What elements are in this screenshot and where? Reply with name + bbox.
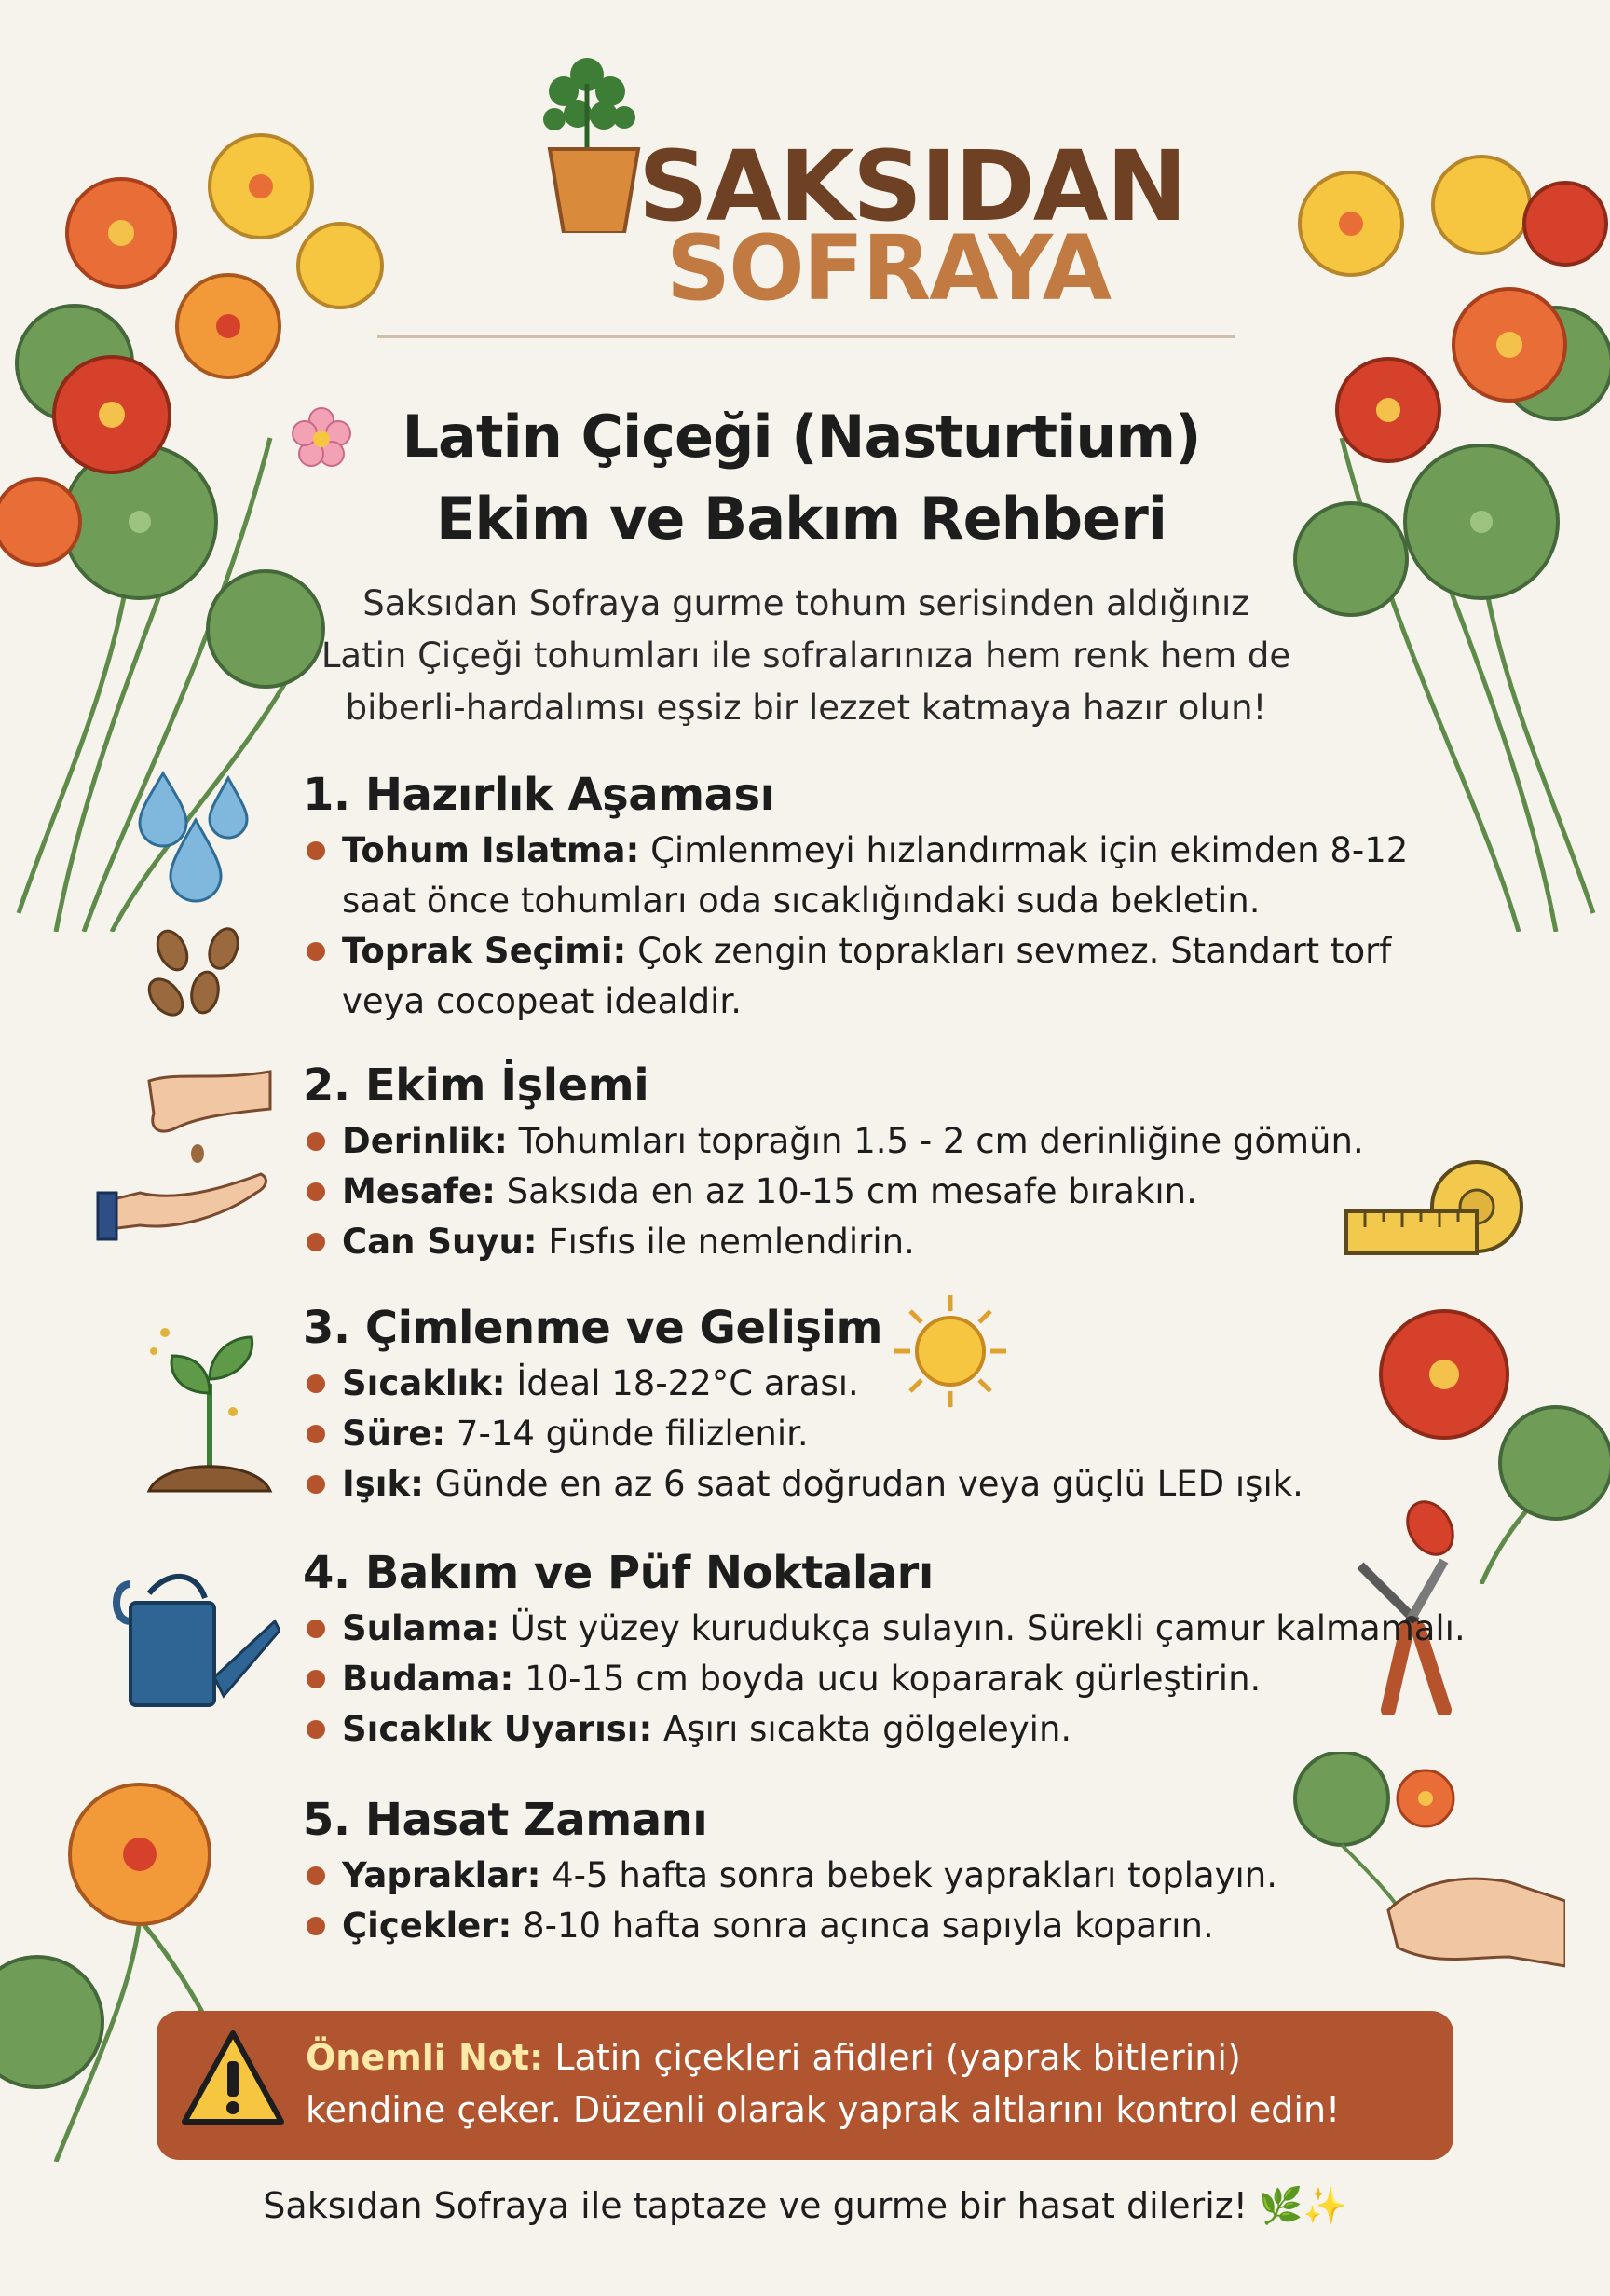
- item-label: Toprak Seçimi:: [342, 931, 627, 971]
- item-text: Saksıda en az 10-15 cm mesafe bırakın.: [495, 1171, 1197, 1211]
- hand-seed-icon: [93, 1062, 280, 1249]
- list-item: [303, 1704, 1466, 1755]
- bullet-icon: [307, 1425, 325, 1443]
- intro-line1: Saksıdan Sofraya gurme tohum serisinden aldığınız: [362, 583, 1249, 623]
- item-text: 8-10 hafta sonra açınca sapıyla koparın.: [512, 1906, 1214, 1946]
- section-title: 3. Çimlenme ve Gelişim: [303, 1302, 882, 1354]
- item-text: Aşırı sıcakta gölgeleyin.: [652, 1709, 1072, 1749]
- list-item: [303, 926, 1408, 1027]
- water-drops-icon: [135, 769, 256, 909]
- item-label: Işık:: [342, 1464, 424, 1504]
- pot-plant-icon: [531, 47, 652, 233]
- item-label: Süre:: [342, 1414, 446, 1454]
- item-label: Sulama:: [342, 1608, 499, 1648]
- bullet-icon: [307, 1670, 325, 1688]
- important-note-box: [157, 2011, 1453, 2160]
- footer-text: Saksıdan Sofraya ile taptaze ve gurme bir hasat dileriz! 🌿✨: [263, 2185, 1347, 2226]
- item-text: Çimlenmeyi hızlandırmak için ekimden 8-12: [639, 830, 1409, 870]
- item-label: Çiçekler:: [342, 1906, 512, 1946]
- bullet-icon: [307, 1233, 325, 1251]
- list-item: [303, 1217, 1364, 1267]
- bullet-icon: [307, 942, 325, 961]
- title-line2: Ekim ve Bakım Rehberi: [435, 485, 1167, 553]
- item-text: Tohumları toprağın 1.5 - 2 cm derinliğine gömün.: [507, 1121, 1364, 1161]
- list-item: [303, 1851, 1277, 1901]
- list-item: [303, 1167, 1364, 1217]
- section-title: 4. Bakım ve Püf Noktaları: [303, 1547, 934, 1599]
- note-text: [306, 2031, 1442, 2136]
- item-text: Çok zengin toprakları sevmez. Standart torf: [626, 931, 1392, 971]
- brand-line1: SAKSIDAN: [638, 130, 1186, 243]
- note-label: Önemli Not:: [306, 2037, 544, 2078]
- brand-line2: SOFRAYA: [666, 216, 1110, 321]
- section-title: 2. Ekim İşlemi: [303, 1059, 649, 1112]
- hand-harvest-icon: [1286, 1752, 1565, 1975]
- item-text: İdeal 18-22°C arası.: [505, 1363, 859, 1403]
- section-harvest: [303, 1789, 1277, 1951]
- bullet-icon: [307, 841, 325, 860]
- intro-text: [252, 578, 1360, 734]
- item-label: Can Suyu:: [342, 1222, 538, 1262]
- item-text: Günde en az 6 saat doğrudan veya güçlü LED ışık.: [423, 1464, 1303, 1504]
- intro-line3: biberli-hardalımsı eşsiz bir lezzet katmaya hazır olun!: [345, 688, 1267, 728]
- section-title: 1. Hazırlık Aşaması: [303, 769, 775, 821]
- item-label: Tohum Islatma:: [342, 830, 640, 870]
- page-title: [289, 396, 1314, 564]
- item-label: Yapraklar:: [342, 1855, 541, 1895]
- list-item: [303, 1604, 1466, 1654]
- bullet-icon: [307, 1132, 325, 1151]
- item-text: 10-15 cm boyda ucu kopararak gürleştirin.: [513, 1659, 1262, 1699]
- list-item: [303, 1409, 1303, 1459]
- bullet-icon: [307, 1720, 325, 1739]
- item-label: Budama:: [342, 1659, 514, 1699]
- item-text: Üst yüzey kurudukça sulayın. Sürekli çamur kalmamalı.: [498, 1608, 1466, 1648]
- list-item: [303, 1901, 1277, 1951]
- item-label: Derinlik:: [342, 1121, 508, 1161]
- intro-line2: Latin Çiçeği tohumları ile sofralarınıza hem renk hem de: [321, 636, 1291, 676]
- item-label: Sıcaklık:: [342, 1363, 506, 1403]
- item-label: Mesafe:: [342, 1171, 496, 1211]
- item-text-cont: veya cocopeat idealdir.: [342, 981, 742, 1021]
- warning-icon: [177, 2024, 289, 2136]
- section-care: [303, 1542, 1466, 1755]
- bullet-icon: [307, 1182, 325, 1201]
- section-germination: [303, 1297, 1303, 1510]
- list-item: [303, 1459, 1303, 1510]
- item-text: Fısfıs ile nemlendirin.: [537, 1222, 915, 1262]
- title-line1: Latin Çiçeği (Nasturtium): [402, 403, 1201, 471]
- measuring-tape-icon: [1342, 1160, 1537, 1272]
- list-item: [303, 1116, 1364, 1167]
- bullet-icon: [307, 1620, 325, 1638]
- bullet-icon: [307, 1374, 325, 1393]
- section-planting: [303, 1055, 1364, 1267]
- bullet-icon: [307, 1475, 325, 1494]
- item-label: Sıcaklık Uyarısı:: [342, 1709, 653, 1749]
- bullet-icon: [307, 1917, 325, 1935]
- list-item: [303, 826, 1408, 926]
- list-item: [303, 1654, 1466, 1704]
- section-title: 5. Hasat Zamanı: [303, 1794, 708, 1846]
- note-body-cont: kendine çeker. Düzenli olarak yaprak altlarını kontrol edin!: [306, 2089, 1341, 2130]
- flower-icon: [289, 405, 354, 471]
- header-divider: [377, 335, 1235, 338]
- item-text-cont: saat önce tohumları oda sıcaklığındaki suda bekletin.: [342, 881, 1261, 921]
- sprout-icon: [144, 1309, 275, 1496]
- bullet-icon: [307, 1866, 325, 1885]
- list-item: [303, 1359, 1303, 1409]
- item-text: 7-14 günde filizlenir.: [445, 1414, 809, 1454]
- note-body: Latin çiçekleri afidleri (yaprak bitlerini): [543, 2037, 1241, 2078]
- brand-logo: [531, 47, 1186, 321]
- item-text: 4-5 hafta sonra bebek yaprakları toplayın.: [540, 1855, 1278, 1895]
- seeds-icon: [140, 922, 261, 1025]
- watering-can-icon: [93, 1565, 280, 1715]
- section-preparation: [303, 764, 1408, 1027]
